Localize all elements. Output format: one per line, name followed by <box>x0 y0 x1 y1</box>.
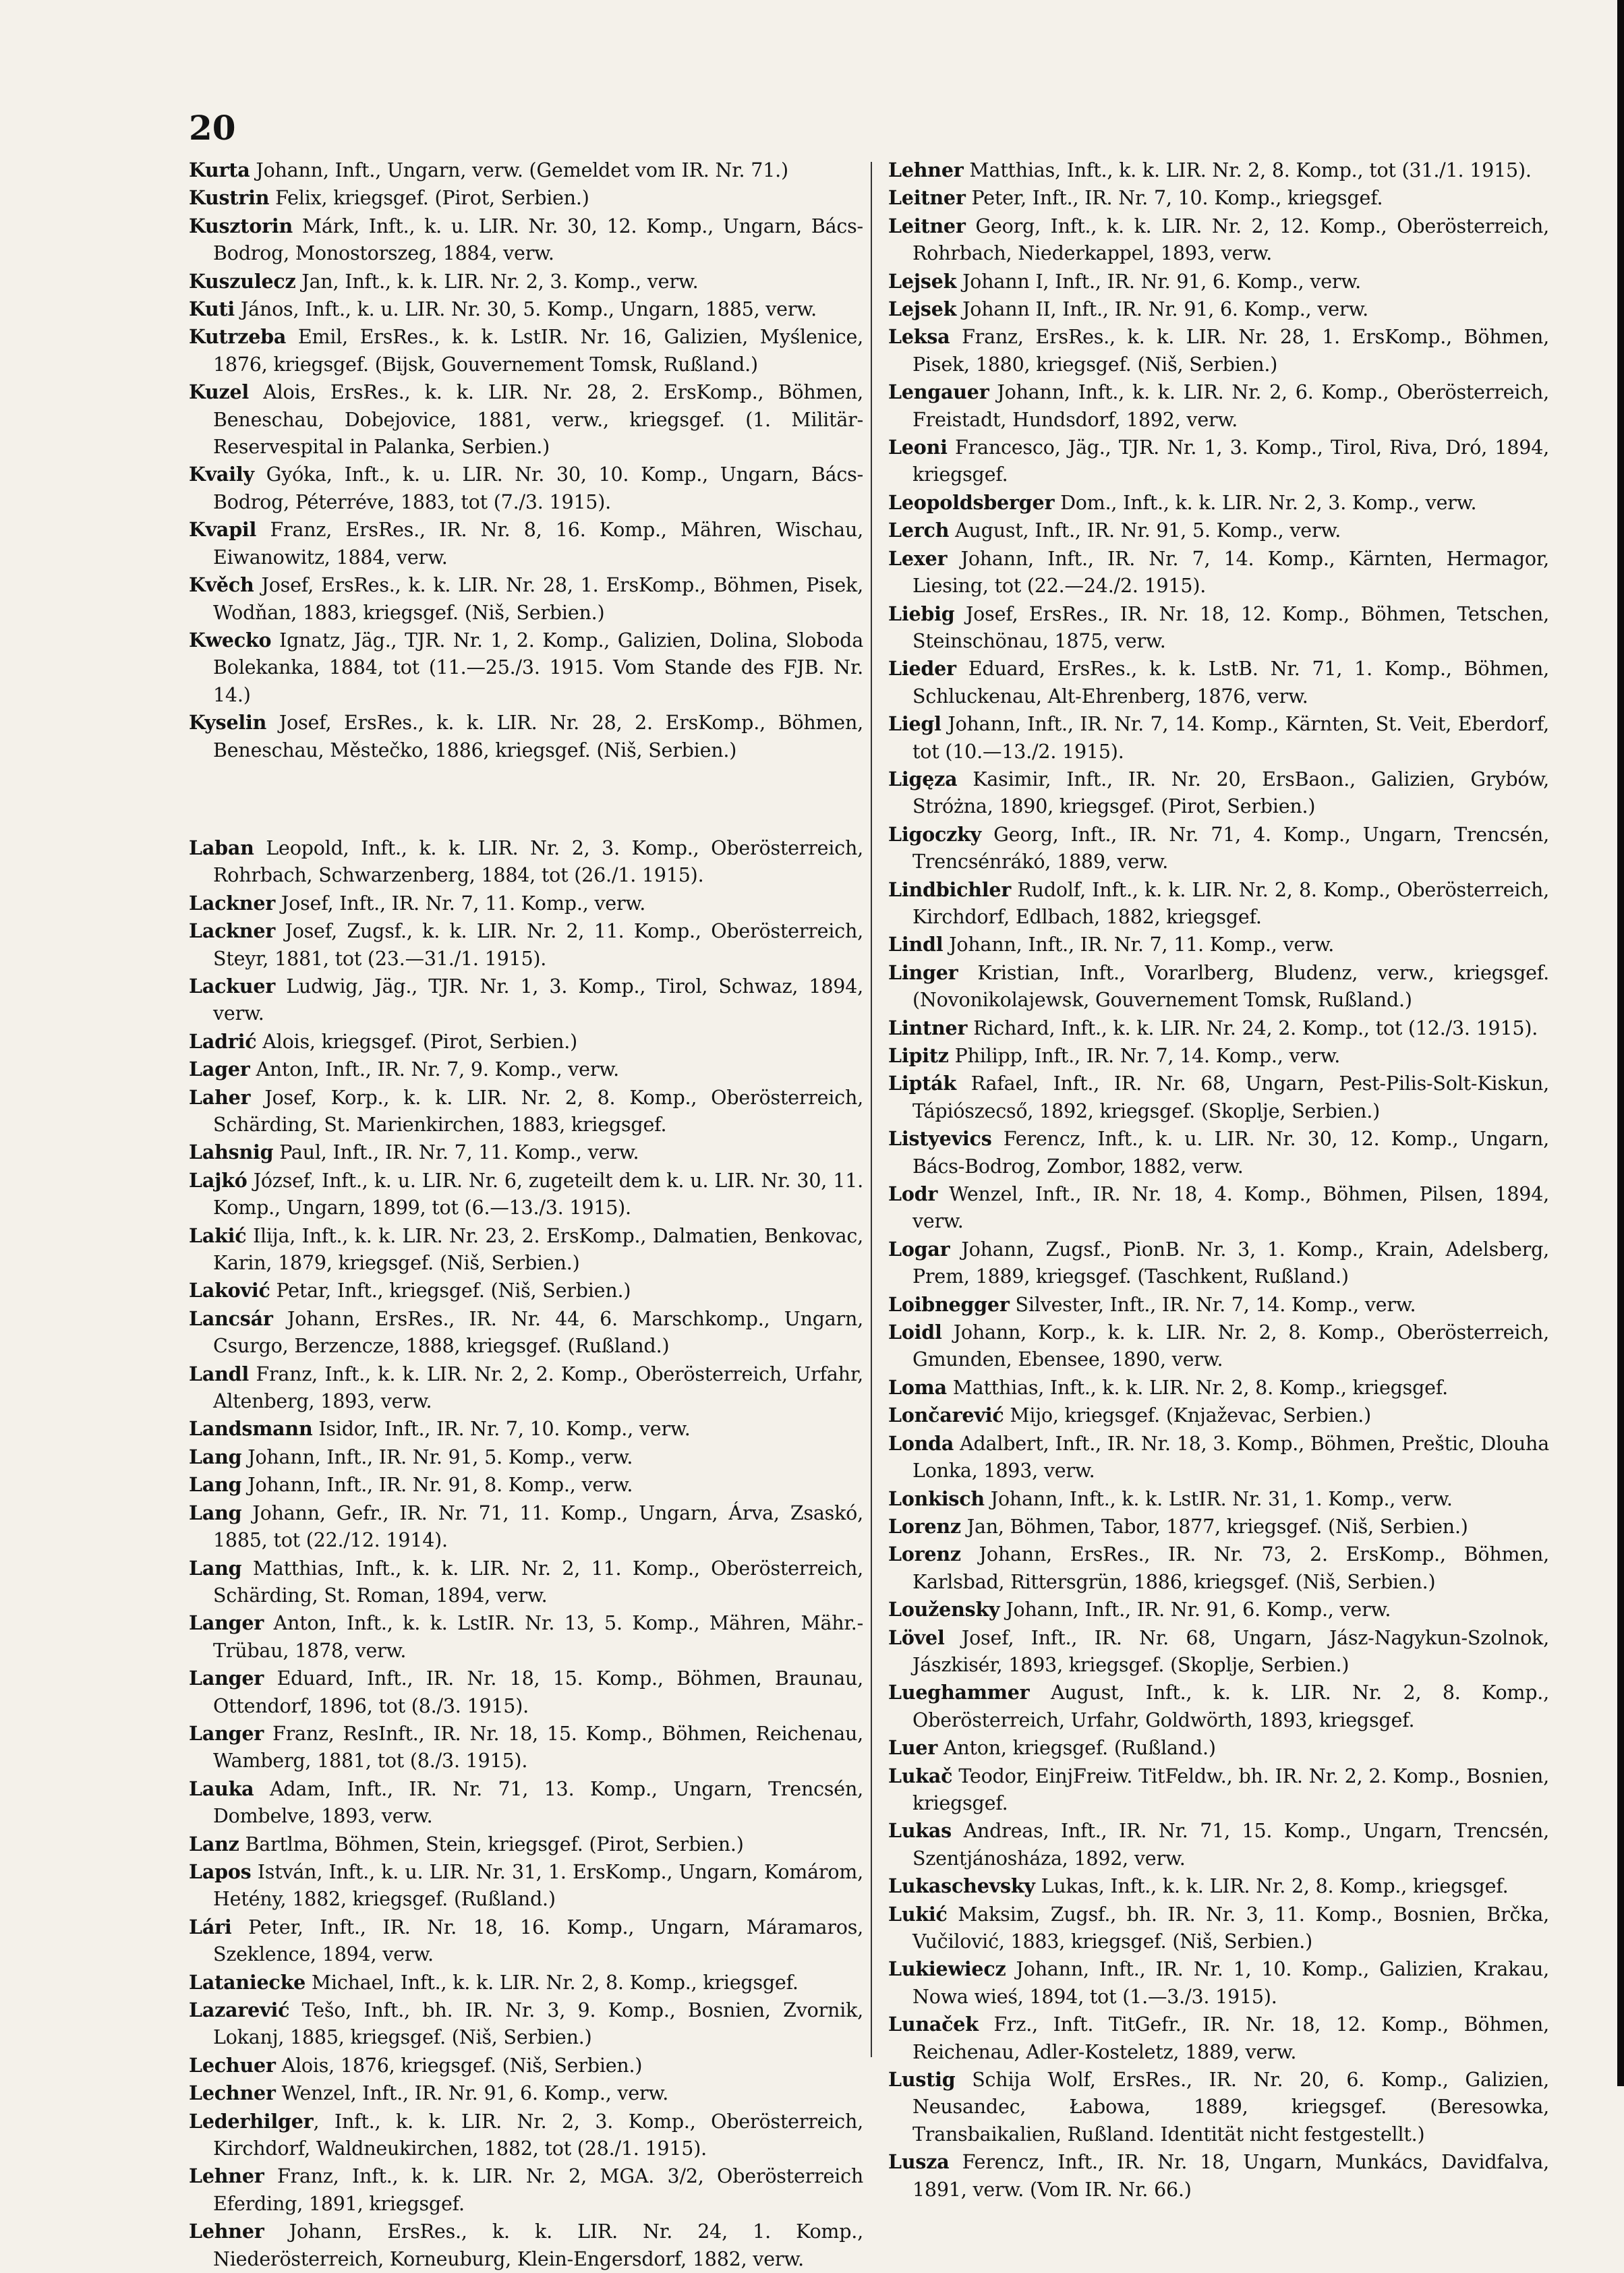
register-entry <box>189 295 863 323</box>
entry-details: Eduard, Inft., IR. Nr. 18, 15. Komp., Böhmen, Braunau, Ottendorf, 1896, tot (8./3. 1915). <box>213 1667 863 1717</box>
entry-details: Matthias, Inft., k. k. LIR. Nr. 2, 11. Komp., Oberösterreich, Schärding, St. Roman, 1894, verw. <box>213 1557 863 1607</box>
entry-details: Peter, Inft., IR. Nr. 18, 16. Komp., Ungarn, Máramaros, Szeklence, 1894, verw. <box>213 1916 863 1966</box>
entry-surname: Kwecko <box>189 628 272 652</box>
entry-surname: Lanz <box>189 1832 239 1855</box>
entry-surname: Luer <box>888 1736 938 1760</box>
entry-surname: Lackner <box>189 891 276 915</box>
entry-details: János, Inft., k. u. LIR. Nr. 30, 5. Komp., Ungarn, 1885, verw. <box>235 298 817 321</box>
entry-surname: Lövel <box>888 1625 945 1649</box>
left-column <box>189 156 863 2273</box>
entry-surname: Lang <box>189 1473 242 1497</box>
register-entry <box>189 1996 863 2052</box>
entry-surname: Lechuer <box>189 2053 276 2077</box>
entry-details: Kasimir, Inft., IR. Nr. 20, ErsBaon., Galizien, Grybów, Stróżna, 1890, kriegsgef. (Pirot, Serbien.) <box>912 768 1549 818</box>
entry-surname: Liegl <box>888 712 941 736</box>
register-entry <box>888 184 1549 212</box>
register-entry <box>189 1775 863 1831</box>
entry-details: August, Inft., IR. Nr. 91, 5. Komp., verw. <box>949 519 1341 542</box>
entry-surname: Listyevics <box>888 1127 992 1151</box>
entry-details: Richard, Inft., k. k. LIR. Nr. 24, 2. Komp., tot (12./3. 1915). <box>967 1016 1538 1039</box>
entry-surname: Lipták <box>888 1072 956 1095</box>
entry-details: Johann, ErsRes., IR. Nr. 73, 2. ErsKomp., Böhmen, Karlsbad, Rittersgrün, 1886, kriegsgef. (Niš, Serbien.) <box>912 1543 1549 1593</box>
entry-surname: Lintner <box>888 1016 968 1039</box>
entry-surname: Lukač <box>888 1764 953 1787</box>
entry-surname: Leksa <box>888 325 950 349</box>
entry-surname: Leitner <box>888 186 966 210</box>
entry-surname: Lapos <box>189 1860 252 1883</box>
register-entry <box>888 1817 1549 1872</box>
entry-details: Ferencz, Inft., IR. Nr. 18, Ungarn, Munkács, Davidfalva, 1891, verw. (Vom IR. Nr. 66.) <box>912 2151 1549 2201</box>
entry-surname: Lorenz <box>888 1543 961 1566</box>
entry-surname: Lejsek <box>888 269 957 293</box>
entry-details: Alois, 1876, kriegsgef. (Niš, Serbien.) <box>275 2054 643 2077</box>
register-entry <box>888 378 1549 434</box>
entry-surname: Lancsár <box>189 1306 273 1330</box>
entry-surname: Lackuer <box>189 974 276 998</box>
entry-details: Josef, ErsRes., k. k. LIR. Nr. 28, 1. ErsKomp., Böhmen, Pisek, Wodňan, 1883, kriegsgef. (Niš, Serbien.) <box>213 574 863 624</box>
register-entry <box>189 1499 863 1555</box>
register-entry <box>189 268 863 295</box>
entry-details: Andreas, Inft., IR. Nr. 71, 15. Komp., Ungarn, Trencsén, Szentjánosháza, 1892, verw. <box>912 1820 1549 1870</box>
register-entry <box>888 655 1549 710</box>
entry-surname: Lauka <box>189 1777 254 1800</box>
entry-details: Matthias, Inft., k. k. LIR. Nr. 2, 8. Komp., tot (31./1. 1915). <box>963 159 1532 181</box>
entry-details: Johann, Inft., Ungarn, verw. (Gemeldet vom IR. Nr. 71.) <box>250 159 788 181</box>
register-entry <box>189 212 863 268</box>
entry-surname: Kustrin <box>189 186 270 210</box>
entry-details: Josef, ErsRes., IR. Nr. 18, 12. Komp., Böhmen, Tetschen, Steinschönau, 1875, verw. <box>912 602 1549 652</box>
register-entry <box>888 2066 1549 2148</box>
register-entry <box>189 834 863 890</box>
entry-surname: Lang <box>189 1556 242 1580</box>
entry-details: Jan, Böhmen, Tabor, 1877, kriegsgef. (Niš, Serbien.) <box>960 1515 1468 1538</box>
entry-details: Teodor, EinjFreiw. TitFeldw., bh. IR. Nr. 2, 2. Komp., Bosnien, kriegsgef. <box>912 1764 1549 1814</box>
entry-surname: Lonkisch <box>888 1487 985 1510</box>
entry-details: Alois, ErsRes., k. k. LIR. Nr. 28, 2. ErsKomp., Böhmen, Beneschau, Dobejovice, 1881, verw., kriegsgef. (1. Militär-Reservespital in Palanka, Serbien.) <box>213 381 863 459</box>
entry-surname: Loibnegger <box>888 1292 1010 1316</box>
entry-details: Gyóka, Inft., k. u. LIR. Nr. 30, 10. Komp., Ungarn, Bács-Bodrog, Péterréve, 1883, tot (7./3. 1915). <box>213 463 863 513</box>
register-entry <box>888 1596 1549 1623</box>
entry-details: Johann, ErsRes., k. k. LIR. Nr. 24, 1. Komp., Niederösterreich, Korneuburg, Klein-Engersdorf, 1882, verw. <box>213 2220 863 2270</box>
entry-details: Johann, Inft., IR. Nr. 91, 6. Komp., verw. <box>999 1599 1391 1621</box>
entry-surname: Lári <box>189 1915 232 1938</box>
entry-details: Petar, Inft., kriegsgef. (Niš, Serbien.) <box>270 1279 631 1302</box>
entry-surname: Kvaily <box>189 463 254 486</box>
register-entry <box>888 1319 1549 1374</box>
register-entry <box>888 1624 1549 1679</box>
entry-surname: Lueghammer <box>888 1681 1030 1704</box>
entry-details: Anton, Inft., IR. Nr. 7, 9. Komp., verw. <box>250 1058 619 1081</box>
entry-details: Johann, Inft., k. k. LstIR. Nr. 31, 1. Komp., verw. <box>984 1487 1453 1510</box>
entry-details: József, Inft., k. u. LIR. Nr. 6, zugeteilt dem k. u. LIR. Nr. 30, 11. Komp., Ungarn, 1899, tot (6.—13./3. 1915). <box>213 1169 863 1219</box>
entry-surname: Lončarević <box>888 1404 1004 1427</box>
entry-details: Georg, Inft., k. k. LIR. Nr. 2, 12. Komp., Oberösterreich, Rohrbach, Niederkappel, 1893, verw. <box>912 214 1549 265</box>
entry-surname: Laher <box>189 1085 251 1109</box>
register-entry <box>888 876 1549 931</box>
register-entry <box>189 1028 863 1056</box>
entry-details: Philipp, Inft., IR. Nr. 7, 14. Komp., verw. <box>948 1045 1341 1067</box>
register-entry <box>888 2011 1549 2066</box>
entry-details: Frz., Inft. TitGefr., IR. Nr. 18, 12. Komp., Böhmen, Reichenau, Adler-Kosteletz, 1889, verw. <box>912 2013 1549 2063</box>
entry-details: Franz, ErsRes., k. k. LIR. Nr. 28, 1. ErsKomp., Böhmen, Pisek, 1880, kriegsgef. (Niš, Serbien.) <box>912 326 1549 376</box>
entry-surname: Kvěch <box>189 573 254 597</box>
entry-details: Emil, ErsRes., k. k. LstIR. Nr. 16, Galizien, Myślenice, 1876, kriegsgef. (Bijsk, Gouvernement Tomsk, Rußland.) <box>213 326 863 376</box>
entry-surname: Lunaček <box>888 2013 979 2036</box>
register-entry <box>189 1555 863 1610</box>
entry-surname: Loma <box>888 1375 947 1399</box>
entry-surname: Lustig <box>888 2068 956 2092</box>
register-entry <box>888 1236 1549 1291</box>
register-entry <box>888 821 1549 876</box>
register-entry <box>888 710 1549 766</box>
register-entry <box>888 931 1549 958</box>
entry-details: Kristian, Inft., Vorarlberg, Bludenz, verw., kriegsgef. (Novonikolajewsk, Gouvernement Tomsk, Rußland.) <box>912 961 1549 1012</box>
entry-details: Johann, Inft., IR. Nr. 7, 11. Komp., verw. <box>943 933 1335 956</box>
entry-surname: Lukaschevsky <box>888 1874 1035 1898</box>
register-entry <box>189 1443 863 1471</box>
entry-surname: Lukić <box>888 1902 948 1926</box>
entry-details: Franz, Inft., k. k. LIR. Nr. 2, 2. Komp., Oberösterreich, Urfahr, Altenberg, 1893, verw. <box>213 1362 863 1413</box>
entry-details: Rudolf, Inft., k. k. LIR. Nr. 2, 8. Komp., Oberösterreich, Kirchdorf, Edlbach, 1882, kriegsgef. <box>912 878 1549 928</box>
register-entry <box>189 1222 863 1277</box>
entry-details: Ferencz, Inft., k. u. LIR. Nr. 30, 12. Komp., Ungarn, Bács-Bodrog, Zombor, 1882, verw. <box>912 1128 1549 1178</box>
entry-details: Johann, Gefr., IR. Nr. 71, 11. Komp., Ungarn, Árva, Zsaskó, 1885, tot (22./12. 1914). <box>213 1501 863 1552</box>
entry-details: , Inft., k. k. LIR. Nr. 2, 3. Komp., Oberösterreich, Kirchdorf, Waldneukirchen, 1882, tot (28./1. 1915). <box>213 2110 863 2160</box>
register-entry <box>888 212 1549 268</box>
register-entry <box>888 1291 1549 1319</box>
entry-details: Peter, Inft., IR. Nr. 7, 10. Komp., kriegsgef. <box>965 187 1383 210</box>
entry-surname: Laković <box>189 1279 270 1302</box>
entry-details: Johann, Korp., k. k. LIR. Nr. 2, 8. Komp., Oberösterreich, Gmunden, Ebensee, 1890, verw. <box>912 1321 1549 1371</box>
entry-surname: Kuti <box>189 297 235 321</box>
entry-surname: Lieder <box>888 657 956 681</box>
register-entry <box>189 516 863 571</box>
entry-details: Silvester, Inft., IR. Nr. 7, 14. Komp., verw. <box>1009 1293 1416 1316</box>
entry-surname: Landl <box>189 1362 249 1385</box>
entry-surname: Ladrić <box>189 1029 257 1053</box>
entry-details: Anton, kriegsgef. (Rußland.) <box>937 1737 1216 1760</box>
entry-details: Johann, Inft., IR. Nr. 1, 10. Komp., Galizien, Krakau, Nowa wieś, 1894, tot (1.—3./3. 1915). <box>912 1958 1549 2008</box>
entry-details: Adalbert, Inft., IR. Nr. 18, 3. Komp., Böhmen, Preštic, Dlouha Lonka, 1893, verw. <box>912 1432 1549 1483</box>
entry-details: Johann, Inft., IR. Nr. 7, 14. Komp., Kärnten, Hermagor, Liesing, tot (22.—24./2. 1915). <box>912 547 1549 598</box>
entry-details: Lukas, Inft., k. k. LIR. Nr. 2, 8. Komp., kriegsgef. <box>1035 1875 1509 1898</box>
register-entry <box>189 184 863 212</box>
entry-details: Maksim, Zugsf., bh. IR. Nr. 3, 11. Komp., Bosnien, Brčka, Vučilović, 1883, kriegsgef. (Niš, Serbien.) <box>912 1903 1549 1953</box>
entry-details: Josef, Korp., k. k. LIR. Nr. 2, 8. Komp., Oberösterreich, Schärding, St. Marienkirchen, 1883, kriegsgef. <box>213 1086 863 1136</box>
entry-details: Alois, kriegsgef. (Pirot, Serbien.) <box>256 1030 578 1053</box>
register-entry <box>189 1914 863 1969</box>
entry-details: Josef, ErsRes., k. k. LIR. Nr. 28, 2. ErsKomp., Böhmen, Beneschau, Městečko, 1886, kriegsgef. (Niš, Serbien.) <box>213 712 863 761</box>
entry-surname: Kuszulecz <box>189 269 296 293</box>
entry-details: Adam, Inft., IR. Nr. 71, 13. Komp., Ungarn, Trencsén, Dombelve, 1893, verw. <box>213 1777 863 1828</box>
register-entry <box>189 571 863 627</box>
register-entry <box>189 461 863 516</box>
entry-surname: Laban <box>189 836 254 859</box>
entry-surname: Lager <box>189 1058 250 1081</box>
entry-details: Franz, ErsRes., IR. Nr. 8, 16. Komp., Mähren, Wischau, Eiwanowitz, 1884, verw. <box>213 519 863 569</box>
entry-details: Ludwig, Jäg., TJR. Nr. 1, 3. Komp., Tirol, Schwaz, 1894, verw. <box>213 975 863 1025</box>
register-entry <box>189 1665 863 1720</box>
entry-details: Johann, Inft., IR. Nr. 91, 8. Komp., verw. <box>241 1474 633 1497</box>
entry-details: Johann, ErsRes., IR. Nr. 44, 6. Marschkomp., Ungarn, Csurgo, Berzencze, 1888, kriegsgef. (Rußland.) <box>213 1307 863 1358</box>
register-entry <box>888 766 1549 821</box>
right-column <box>888 156 1549 2204</box>
register-entry <box>888 1513 1549 1541</box>
register-entry <box>888 517 1549 544</box>
register-entry <box>888 959 1549 1014</box>
entry-details: Matthias, Inft., k. k. LIR. Nr. 2, 8. Komp., kriegsgef. <box>946 1376 1448 1399</box>
entry-surname: Lukiewiecz <box>888 1957 1006 1981</box>
entry-surname: Lechner <box>189 2081 276 2105</box>
entry-details: Jan, Inft., k. k. LIR. Nr. 2, 3. Komp., verw. <box>295 270 699 293</box>
entry-details: Johann I, Inft., IR. Nr. 91, 6. Komp., verw. <box>956 270 1361 293</box>
entry-details: Mijo, kriegsgef. (Knjaževac, Serbien.) <box>1004 1404 1372 1427</box>
entry-surname: Lodr <box>888 1182 938 1206</box>
register-entry <box>189 917 863 973</box>
entry-surname: Linger <box>888 960 958 984</box>
register-entry <box>888 434 1549 489</box>
register-entry <box>888 1955 1549 2011</box>
entry-details: Tešo, Inft., bh. IR. Nr. 3, 9. Komp., Bosnien, Zvornik, Lokanj, 1885, kriegsgef. (Niš, Serbien.) <box>213 1999 863 2049</box>
entry-surname: Langer <box>189 1667 264 1690</box>
entry-details: Josef, Zugsf., k. k. LIR. Nr. 2, 11. Komp., Oberösterreich, Steyr, 1881, tot (23.—31./1. 1915). <box>213 920 863 970</box>
entry-details: Franz, ResInft., IR. Nr. 18, 15. Komp., Böhmen, Reichenau, Wamberg, 1881, tot (8./3. 1915). <box>213 1722 863 1773</box>
register-entry <box>888 600 1549 656</box>
entry-surname: Lexer <box>888 546 948 570</box>
register-entry <box>888 545 1549 600</box>
register-entry <box>888 1014 1549 1042</box>
register-entry <box>888 1042 1549 1070</box>
register-entry <box>888 1402 1549 1429</box>
entry-details: Ilija, Inft., k. k. LIR. Nr. 23, 2. ErsKomp., Dalmatien, Benkovac, Karin, 1879, kriegsgef. (Niš, Serbien.) <box>213 1224 863 1275</box>
entry-surname: Kyselin <box>189 711 267 735</box>
entry-surname: Lengauer <box>888 380 989 404</box>
entry-details: Michael, Inft., k. k. LIR. Nr. 2, 8. Komp., kriegsgef. <box>306 1971 799 1994</box>
register-entry <box>888 2148 1549 2204</box>
register-entry <box>888 295 1549 323</box>
entry-surname: Lederhilger <box>189 2109 314 2133</box>
entry-details: Johann, Inft., IR. Nr. 91, 5. Komp., verw. <box>241 1445 633 1468</box>
register-entry <box>888 1485 1549 1513</box>
register-entry <box>189 1277 863 1304</box>
entry-surname: Loužensky <box>888 1598 1000 1621</box>
entry-details: Anton, Inft., k. k. LstIR. Nr. 13, 5. Komp., Mähren, Mähr.-Trübau, 1878, verw. <box>213 1612 863 1662</box>
register-entry <box>189 1969 863 1996</box>
entry-surname: Leitner <box>888 214 966 237</box>
entry-surname: Lejsek <box>888 297 957 321</box>
entry-surname: Kutrzeba <box>189 325 287 349</box>
entry-surname: Logar <box>888 1237 950 1261</box>
entry-details: August, Inft., k. k. LIR. Nr. 2, 8. Komp., Oberösterreich, Urfahr, Goldwörth, 1893, kriegsgef. <box>912 1681 1549 1731</box>
entry-details: Franz, Inft., k. k. LIR. Nr. 2, MGA. 3/2, Oberösterreich Eferding, 1891, kriegsgef. <box>213 2165 863 2215</box>
entry-details: Eduard, ErsRes., k. k. LstB. Nr. 71, 1. Komp., Böhmen, Schluckenau, Alt-Ehrenberg, 1876, verw. <box>912 658 1549 708</box>
entry-surname: Kvapil <box>189 518 257 542</box>
register-entry <box>888 1679 1549 1734</box>
entry-surname: Lehner <box>888 159 964 181</box>
register-entry <box>189 1056 863 1083</box>
register-entry <box>189 1858 863 1914</box>
entry-details: Isidor, Inft., IR. Nr. 7, 10. Komp., verw. <box>312 1418 691 1441</box>
register-entry <box>888 1070 1549 1125</box>
entry-surname: Lajkó <box>189 1168 248 1192</box>
entry-surname: Lahsnig <box>189 1141 274 1164</box>
entry-surname: Lazarević <box>189 1998 290 2021</box>
register-entry <box>189 709 863 764</box>
entry-surname: Ligęza <box>888 767 958 790</box>
entry-surname: Loidl <box>888 1321 942 1344</box>
register-entry <box>189 2052 863 2079</box>
register-entry <box>189 323 863 378</box>
entry-details: Márk, Inft., k. u. LIR. Nr. 30, 12. Komp., Ungarn, Bács-Bodrog, Monostorszeg, 1884, verw. <box>213 214 863 265</box>
register-entry <box>189 1831 863 1858</box>
register-entry <box>189 156 863 184</box>
entry-details: Leopold, Inft., k. k. LIR. Nr. 2, 3. Komp., Oberösterreich, Rohrbach, Schwarzenberg, 1884, tot (26./1. 1915). <box>213 836 863 887</box>
register-entry <box>189 2218 863 2273</box>
section-gap <box>189 764 863 834</box>
register-entry <box>189 1471 863 1499</box>
entry-details: Paul, Inft., IR. Nr. 7, 11. Komp., verw. <box>273 1141 639 1164</box>
entry-details: Schija Wolf, ErsRes., IR. Nr. 20, 6. Komp., Galizien, Neusandec, Łabowa, 1889, kriegsgef. (Beresowka, Transbaikalien, Rußland. Identität nicht festgestellt.) <box>912 2069 1549 2146</box>
register-entry <box>888 489 1549 517</box>
entry-details: Felix, kriegsgef. (Pirot, Serbien.) <box>269 187 589 210</box>
entry-details: Rafael, Inft., IR. Nr. 68, Ungarn, Pest-Pilis-Solt-Kiskun, Tápiószecső, 1892, kriegsgef. (Skoplje, Serbien.) <box>912 1072 1549 1122</box>
register-entry <box>189 627 863 709</box>
entry-surname: Langer <box>189 1611 264 1635</box>
register-entry <box>189 2162 863 2218</box>
entry-surname: Lindl <box>888 933 944 956</box>
entry-surname: Kusztorin <box>189 214 293 237</box>
register-entry <box>189 378 863 461</box>
page-edge <box>1617 0 1624 2086</box>
entry-surname: Ligoczky <box>888 822 982 846</box>
entry-surname: Kuzel <box>189 380 250 404</box>
register-entry <box>189 890 863 917</box>
register-entry <box>888 1734 1549 1762</box>
entry-surname: Leopoldsberger <box>888 490 1055 514</box>
entry-surname: Lataniecke <box>189 1970 306 1994</box>
register-entry <box>189 1360 863 1416</box>
entry-surname: Lackner <box>189 919 276 943</box>
entry-surname: Liebig <box>888 602 955 625</box>
register-entry <box>888 1430 1549 1485</box>
entry-details: István, Inft., k. u. LIR. Nr. 31, 1. ErsKomp., Ungarn, Komárom, Hetény, 1882, kriegsgef. (Rußland.) <box>213 1860 863 1911</box>
register-entry <box>189 1415 863 1443</box>
register-entry <box>189 2079 863 2107</box>
register-entry <box>888 1872 1549 1900</box>
entry-surname: Lakić <box>189 1224 247 1247</box>
entry-details: Johann, Zugsf., PionB. Nr. 3, 1. Komp., Krain, Adelsberg, Prem, 1889, kriegsgef. (Taschkent, Rußland.) <box>912 1238 1549 1288</box>
entry-details: Dom., Inft., k. k. LIR. Nr. 2, 3. Komp., verw. <box>1054 491 1477 514</box>
entry-surname: Lindbichler <box>888 877 1012 901</box>
entry-details: Wenzel, Inft., IR. Nr. 18, 4. Komp., Böhmen, Pilsen, 1894, verw. <box>912 1183 1549 1233</box>
entry-surname: Lusza <box>888 2150 950 2174</box>
register-entry <box>189 1609 863 1665</box>
entry-details: Wenzel, Inft., IR. Nr. 91, 6. Komp., verw. <box>275 2082 669 2105</box>
entry-details: Francesco, Jäg., TJR. Nr. 1, 3. Komp., Tirol, Riva, Dró, 1894, kriegsgef. <box>912 436 1549 486</box>
entry-details: Bartlma, Böhmen, Stein, kriegsgef. (Pirot, Serbien.) <box>239 1833 744 1855</box>
entry-surname: Lorenz <box>888 1514 961 1538</box>
register-entry <box>189 2108 863 2163</box>
register-entry <box>888 1541 1549 1596</box>
entry-details: Josef, Inft., IR. Nr. 7, 11. Komp., verw. <box>275 892 646 915</box>
entry-details: Johann II, Inft., IR. Nr. 91, 6. Komp., verw. <box>956 298 1369 321</box>
entry-surname: Lerch <box>888 519 950 542</box>
register-entry <box>888 1180 1549 1236</box>
column-divider <box>871 162 872 2057</box>
register-entry <box>888 268 1549 295</box>
entry-surname: Lehner <box>189 2164 264 2188</box>
register-entry <box>189 1305 863 1360</box>
entry-details: Ignatz, Jäg., TJR. Nr. 1, 2. Komp., Galizien, Dolina, Sloboda Bolekanka, 1884, tot (11.—25./3. 1915. Vom Stande des FJB. Nr. 14.) <box>213 629 863 706</box>
entry-surname: Lang <box>189 1501 242 1524</box>
register-entry <box>189 1167 863 1222</box>
register-entry <box>189 1084 863 1139</box>
register-entry <box>189 973 863 1028</box>
register-entry <box>888 323 1549 378</box>
entry-details: Johann, Inft., k. k. LIR. Nr. 2, 6. Komp., Oberösterreich, Freistadt, Hundsdorf, 1892, verw. <box>912 381 1549 431</box>
entry-surname: Langer <box>189 1721 264 1745</box>
register-entry <box>189 1720 863 1775</box>
register-entry <box>888 1901 1549 1956</box>
page-number: 20 <box>189 108 236 148</box>
entry-surname: Lipitz <box>888 1044 949 1067</box>
register-entry <box>189 1139 863 1166</box>
entry-surname: Lang <box>189 1445 242 1468</box>
entry-surname: Lukas <box>888 1819 952 1843</box>
entry-details: Josef, Inft., IR. Nr. 68, Ungarn, Jász-Nagykun-Szolnok, Jászkisér, 1893, kriegsgef. (Skoplje, Serbien.) <box>912 1626 1549 1676</box>
entry-details: Johann, Inft., IR. Nr. 7, 14. Komp., Kärnten, St. Veit, Eberdorf, tot (10.—13./2. 1915). <box>912 713 1549 763</box>
entry-surname: Leoni <box>888 436 948 459</box>
register-entry <box>888 1374 1549 1402</box>
entry-surname: Lehner <box>189 2220 264 2243</box>
register-entry <box>888 1125 1549 1180</box>
entry-surname: Kurta <box>189 159 250 181</box>
register-entry <box>888 1762 1549 1818</box>
entry-details: Georg, Inft., IR. Nr. 71, 4. Komp., Ungarn, Trencsén, Trencsénrákó, 1889, verw. <box>912 823 1549 873</box>
entry-surname: Londa <box>888 1431 954 1455</box>
register-entry <box>888 156 1549 184</box>
entry-surname: Landsmann <box>189 1417 313 1441</box>
